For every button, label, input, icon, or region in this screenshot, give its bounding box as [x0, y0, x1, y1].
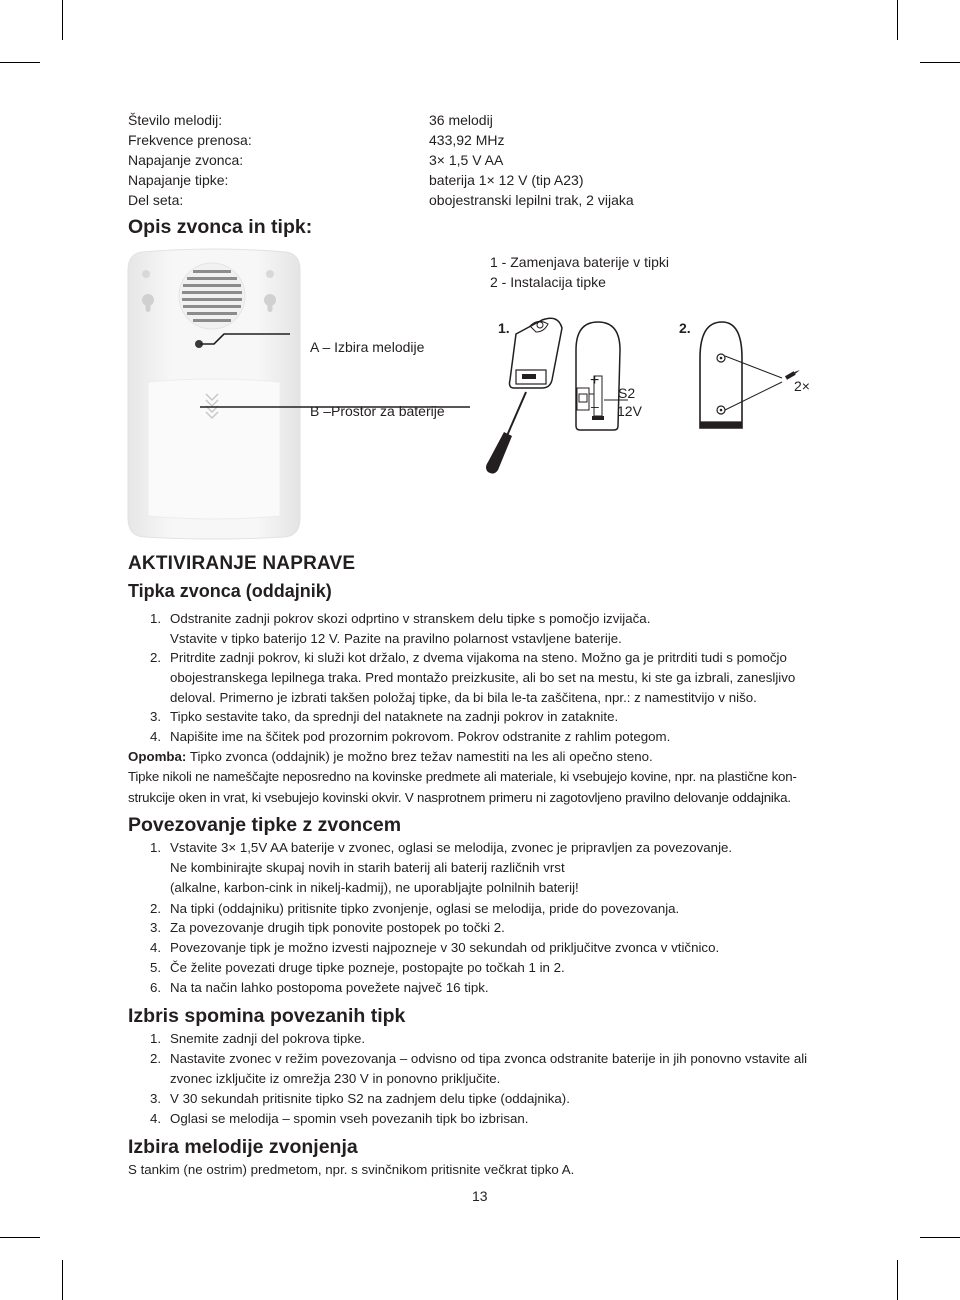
plus-symbol: + — [590, 372, 600, 389]
item-text: Vstavite v tipko baterijo 12 V. Pazite na pravilno polarnost vstavljene baterije. — [170, 631, 622, 646]
note-text: Tipko zvonca (oddajnik) je možno brez težav namestiti na les ali opečno steno. — [186, 749, 653, 764]
list-item — [128, 899, 679, 919]
list-item — [128, 838, 732, 858]
melody-text: S tankim (ne ostrim) predmetom, npr. s svinčnikom pritisnite večkrat tipko A. — [128, 1162, 575, 1177]
spec-value: obojestranski lepilni trak, 2 vijaka — [429, 192, 634, 208]
spec-label: Frekvence prenosa: — [128, 132, 252, 148]
crop-mark — [897, 0, 898, 40]
item-text: Snemite zadnji del pokrova tipke. — [170, 1031, 366, 1046]
spec-label: Del seta: — [128, 192, 184, 208]
crop-mark — [920, 1237, 960, 1238]
item-text: Na ta način lahko postopoma povežete največ 16 tipk. — [170, 980, 489, 995]
warning-line: strukcije oken in vrat, ki vsebujejo kovinski okvir. V nasprotnem primeru ni zagotovljeno pravilno delovanje oddajnika. — [128, 790, 791, 805]
item-text: Na tipki (oddajniku) pritisnite tipko zvonjenje, oglasi se melodija, pride do povezovanja. — [170, 901, 680, 916]
crop-mark — [0, 62, 40, 63]
warning-line: Tipke nikoli ne nameščajte neposredno na kovinske predmete ali materiale, ki vsebujejo kovine, npr. na plastične kon- — [128, 769, 797, 784]
list-item — [128, 1069, 500, 1089]
description-title: Opis zvonca in tipk: — [128, 216, 313, 238]
s2-label: S2 — [618, 385, 636, 401]
step1-number: 1. — [498, 320, 510, 336]
item-number: 4. — [150, 1111, 162, 1126]
button-installation-illustration — [690, 318, 820, 436]
item-text: V 30 sekundah pritisnite tipko S2 na zadnjem delu tipke (oddajnika). — [170, 1091, 570, 1106]
item-number: 6. — [150, 980, 162, 995]
list-item — [128, 1029, 365, 1049]
item-text: (alkalne, karbon-cink in nikelj-kadmij), ne uporabljajte polnilnih baterij! — [170, 880, 579, 895]
list-item — [128, 858, 565, 878]
item-number: 5. — [150, 960, 162, 975]
list-item — [128, 648, 787, 668]
item-number: 4. — [150, 940, 162, 955]
step1-label: 1 - Zamenjava baterije v tipki — [490, 254, 669, 270]
crop-mark — [62, 0, 63, 40]
crop-mark — [0, 1237, 40, 1238]
item-number: 4. — [150, 729, 162, 744]
list-item — [128, 688, 757, 708]
spec-value: 433,92 MHz — [429, 132, 505, 148]
spec-value: 3× 1,5 V AA — [429, 152, 504, 168]
spec-label: Napajanje tipke: — [128, 172, 229, 188]
note-line — [128, 747, 653, 767]
screws-count: 2× — [794, 378, 810, 394]
item-text: Oglasi se melodija – spomin vseh povezanih tipk bo izbrisan. — [170, 1111, 529, 1126]
item-number: 2. — [150, 1051, 162, 1066]
item-number: 2. — [150, 901, 162, 916]
list-item — [128, 1109, 528, 1129]
item-text: Pritrdite zadnji pokrov, ki služi kot držalo, z dvema vijakoma na steno. Možno ga je pritrditi tudi s pomočjo — [170, 650, 787, 665]
list-item — [128, 707, 618, 727]
item-text: zvonec izključite iz omrežja 230 V in ponovno priključite. — [170, 1071, 501, 1086]
list-item — [128, 978, 489, 998]
12v-label: 12V — [617, 403, 642, 419]
list-item — [128, 1089, 570, 1109]
item-text: Vstavite 3× 1,5V AA baterije v zvonec, oglasi se melodija, zvonec je pripravljen za povezovanje. — [170, 840, 733, 855]
item-text: Če želite povezati druge tipke pozneje, postopajte po točkah 1 in 2. — [170, 960, 565, 975]
item-text: Nastavite zvonec v režim povezovanja – odvisno od tipa zvonca odstranite baterije in jih ponovno vstavite ali — [170, 1051, 808, 1066]
list-item — [128, 727, 670, 747]
list-item — [128, 938, 719, 958]
page-number: 13 — [472, 1188, 488, 1204]
item-text: Napišite ime na ščitek pod prozornim pokrovom. Pokrov odstranite z rahlim potegom. — [170, 729, 671, 744]
pairing-title: Povezovanje tipke z zvoncem — [128, 814, 402, 836]
item-text: obojestranskega lepilnega traka. Pred montažo preizkusite, ali bo set na mestu, ki ste ga izbrali, zanesljivo — [170, 670, 796, 685]
spec-label: Število melodij: — [128, 112, 223, 128]
item-text: deloval. Primerno je izbrati takšen položaj tipke, da bi bila le-ta zaščitena, npr.: z namestitvijo v nišo. — [170, 690, 757, 705]
item-number: 3. — [150, 920, 162, 935]
item-text: Za povezovanje drugih tipk ponovite postopek po točki 2. — [170, 920, 505, 935]
list-item — [128, 958, 565, 978]
item-number: 2. — [150, 650, 162, 665]
spec-value: 36 melodij — [429, 112, 493, 128]
list-item — [128, 878, 579, 898]
item-number: 1. — [150, 840, 162, 855]
label-b-battery: B –Prostor za baterije — [310, 403, 445, 419]
item-text: Tipko sestavite tako, da sprednji del nataknete na zadnji pokrov in zataknite. — [170, 709, 619, 724]
list-item — [128, 1049, 807, 1069]
item-text: Odstranite zadnji pokrov skozi odprtino v stranskem delu tipke s pomočjo izvijača. — [170, 611, 651, 626]
item-number: 3. — [150, 1091, 162, 1106]
item-text: Povezovanje tipk je možno izvesti najpozneje v 30 sekundah od priključitve zvonca v vtičnico. — [170, 940, 720, 955]
activation-subtitle: Tipka zvonca (oddajnik) — [128, 581, 332, 601]
item-number: 1. — [150, 1031, 162, 1046]
item-text: Ne kombinirajte skupaj novih in starih baterij ali baterij različnih vrst — [170, 860, 565, 875]
step2-number: 2. — [679, 320, 691, 336]
label-a-melody: A – Izbira melodije — [310, 339, 425, 355]
list-item — [128, 629, 622, 649]
list-item — [128, 668, 795, 688]
minus-symbol: – — [591, 398, 599, 414]
item-number: 1. — [150, 611, 162, 626]
crop-mark — [920, 62, 960, 63]
list-item — [128, 609, 650, 629]
activation-title: AKTIVIRANJE NAPRAVE — [128, 553, 356, 574]
note-label: Opomba: — [128, 749, 187, 764]
spec-value: baterija 1× 12 V (tip A23) — [429, 172, 584, 188]
step2-label: 2 - Instalacija tipke — [490, 274, 606, 290]
erase-title: Izbris spomina povezanih tipk — [128, 1005, 406, 1027]
melody-title: Izbira melodije zvonjenja — [128, 1136, 358, 1158]
list-item — [128, 918, 505, 938]
spec-label: Napajanje zvonca: — [128, 152, 244, 168]
crop-mark — [897, 1260, 898, 1300]
crop-mark — [62, 1260, 63, 1300]
item-number: 3. — [150, 709, 162, 724]
